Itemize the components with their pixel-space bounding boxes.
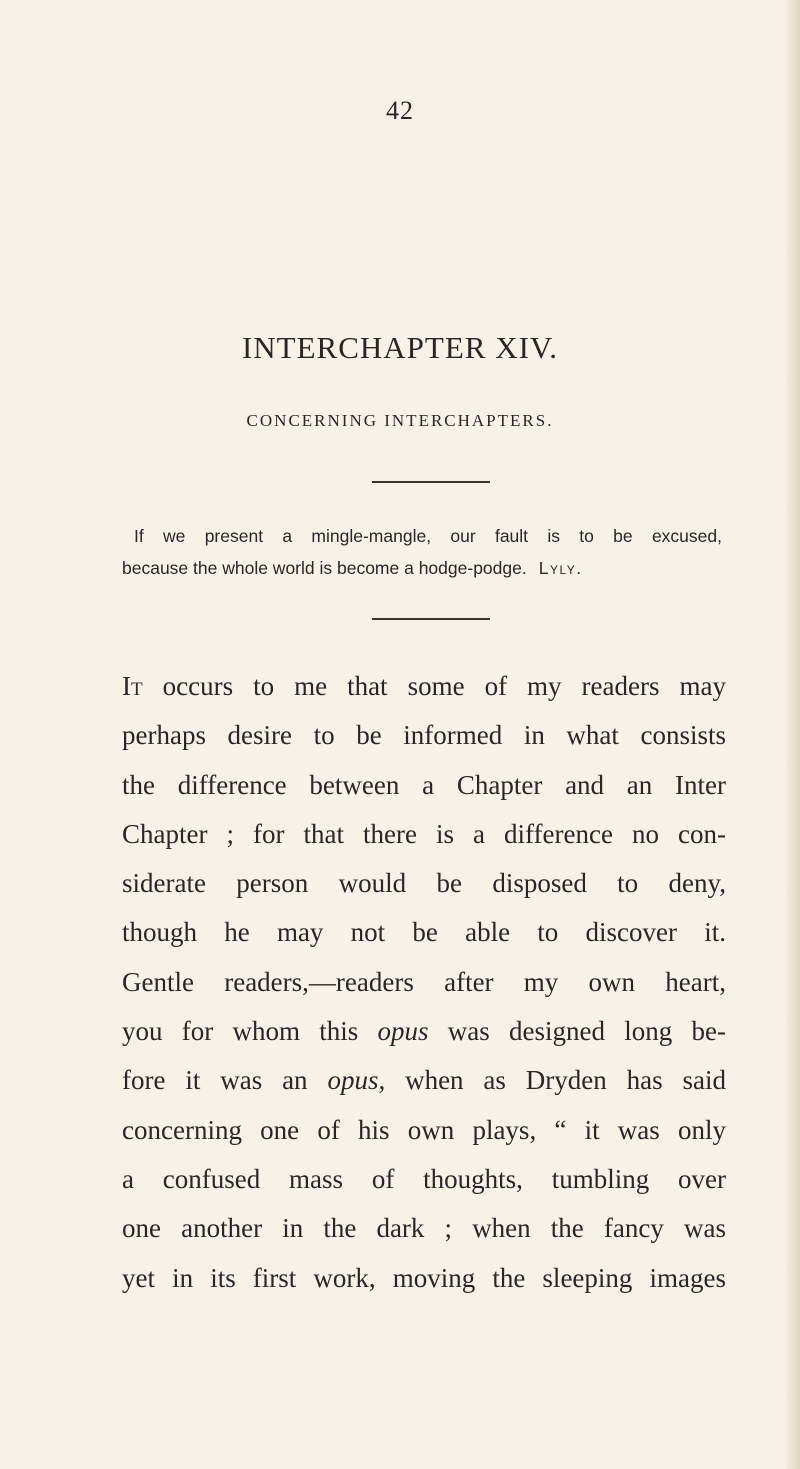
- body-line-text: was designed long be-: [428, 1016, 726, 1047]
- epigraph-author: Lyly.: [538, 558, 583, 578]
- italic-word: opus,: [327, 1065, 386, 1096]
- epigraph-line: If we present a mingle-mangle, our fault is to be excused,: [134, 526, 722, 546]
- divider-rule-bottom: [372, 618, 490, 620]
- body-line: [122, 662, 726, 711]
- body-line: yet in its first work, moving the sleeping images: [122, 1262, 726, 1293]
- chapter-title: INTERCHAPTER XIV.: [241, 330, 559, 365]
- body-line: Chapter ; for that there is a difference no con-: [122, 818, 726, 849]
- body-line: perhaps desire to be informed in what consists: [122, 720, 726, 751]
- body-line-text: you for whom this: [122, 1016, 378, 1047]
- page-number: 42: [386, 96, 414, 125]
- divider-rule-top: [372, 481, 490, 483]
- epigraph-line: [122, 552, 722, 584]
- body-line: one another in the dark ; when the fancy was: [122, 1213, 726, 1244]
- body-line: siderate person would be disposed to deny,: [122, 868, 726, 899]
- drop-lead-word: It: [122, 671, 143, 701]
- body-line: Gentle readers,—readers after my own heart,: [122, 966, 726, 997]
- italic-word: opus: [377, 1016, 429, 1047]
- epigraph: [122, 520, 722, 584]
- body-line: the difference between a Chapter and an Inter: [122, 769, 726, 800]
- body-line-text: when as Dryden has said: [385, 1065, 726, 1096]
- page-edge: [786, 0, 800, 1469]
- body-line-text: fore it was an: [122, 1065, 328, 1096]
- body-line: a confused mass of thoughts, tumbling over: [122, 1163, 726, 1194]
- body-line: [122, 1007, 726, 1056]
- body-text: [122, 662, 726, 1303]
- body-line: [122, 1056, 726, 1105]
- body-line: though he may not be able to discover it.: [122, 917, 726, 948]
- epigraph-text: because the whole world is become a hodge-podge.: [122, 558, 527, 578]
- body-line-text: occurs to me that some of my readers may: [142, 671, 726, 701]
- chapter-subtitle: CONCERNING INTERCHAPTERS.: [246, 411, 554, 430]
- body-line: concerning one of his own plays, “ it was only: [122, 1114, 726, 1145]
